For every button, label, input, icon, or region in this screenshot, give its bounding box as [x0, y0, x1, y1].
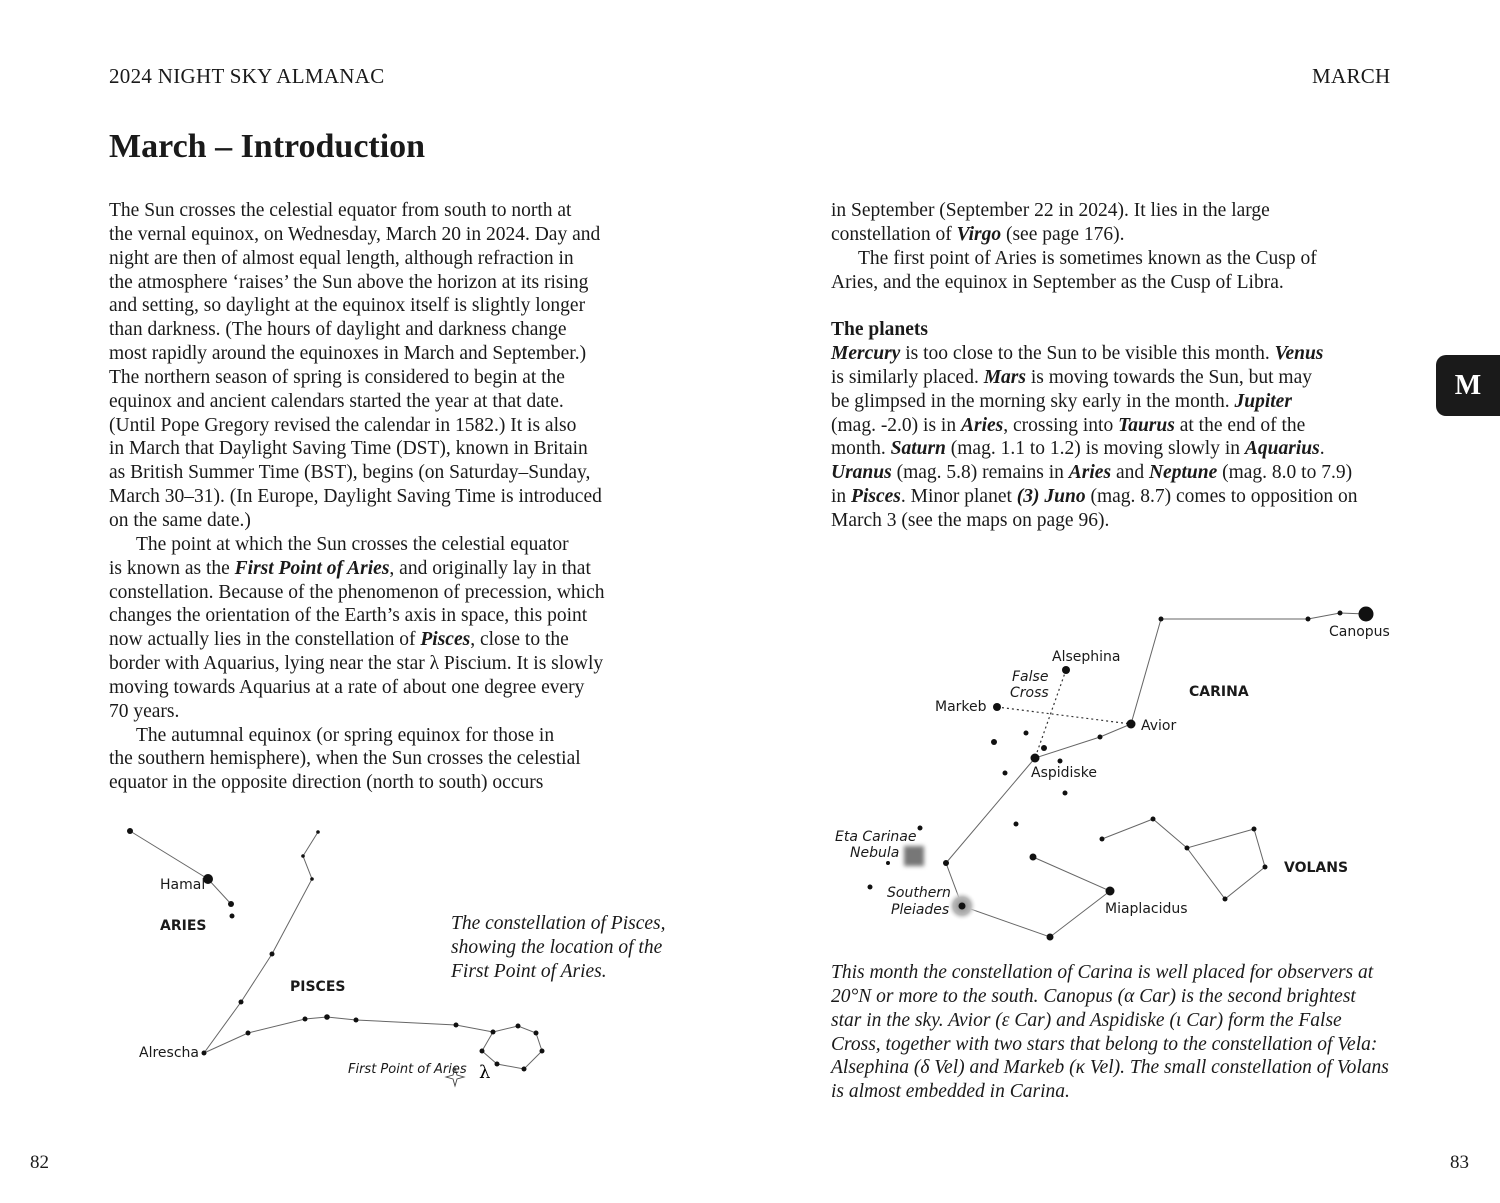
- text-line: The Sun crosses the celestial equator from south to north at: [109, 200, 572, 221]
- label-aries: ARIES: [160, 918, 207, 934]
- text-run: is moving towards the Sun, but may: [1026, 366, 1312, 388]
- label-lambda: λ: [479, 1062, 491, 1083]
- text-run: (mag. 5.8) remains in: [891, 462, 1069, 484]
- planet-venus: Venus: [1274, 343, 1324, 365]
- running-header-right: MARCH: [1312, 64, 1391, 88]
- planet-saturn: Saturn: [890, 438, 946, 460]
- text-line: in September (September 22 in 2024). It lies in the large: [831, 200, 1270, 221]
- carina-star-map: [820, 595, 1420, 955]
- planets-heading: The planets: [831, 319, 928, 341]
- caption-line: star in the sky. Avior (ε Car) and Aspidiske (ι Car) form the False: [831, 1009, 1342, 1031]
- text-run: is too close to the Sun to be visible this month.: [900, 343, 1275, 365]
- label-aspidiske: Aspidiske: [1031, 765, 1097, 781]
- text-line: night are then of almost equal length, although refraction in: [109, 247, 574, 269]
- term-virgo: Virgo: [956, 223, 1002, 245]
- left-column: [109, 199, 679, 795]
- right-column: [831, 199, 1411, 533]
- term-pisces-2: Pisces: [851, 486, 901, 508]
- term-aries-2: Aries: [1068, 462, 1112, 484]
- text-run: and: [1111, 462, 1149, 484]
- paragraph-september: [831, 199, 1411, 247]
- text-line: equinox and ancient calendars started the year at that date.: [109, 390, 564, 412]
- text-line: Aries, and the equinox in September as the Cusp of Libra.: [831, 271, 1284, 293]
- label-canopus: Canopus: [1329, 624, 1390, 640]
- text-run: (mag. -2.0) is in: [831, 414, 961, 436]
- paragraph-first-point: [109, 533, 679, 724]
- text-run: (mag. 1.1 to 1.2) is moving slowly in: [945, 438, 1245, 460]
- text-line: changes the orientation of the Earth’s axis in space, this point: [109, 605, 588, 627]
- label-first-point-of-aries: First Point of Aries: [348, 1062, 467, 1077]
- running-header-left: 2024 NIGHT SKY ALMANAC: [109, 64, 385, 88]
- month-thumb-tab: M: [1436, 355, 1500, 416]
- text-line: constellation. Because of the phenomenon of precession, which: [109, 581, 605, 603]
- label-hamal: Hamal: [160, 877, 206, 893]
- text-line: border with Aquarius, lying near the star λ Piscium. It is slowly: [109, 653, 604, 675]
- text-line: equator in the opposite direction (north to south) occurs: [109, 772, 544, 794]
- section-planets: [831, 318, 1411, 533]
- text-run: , close to the: [470, 629, 569, 651]
- eta-carinae-nebula-icon: [904, 846, 924, 866]
- carina-constellation-lines: [946, 613, 1366, 937]
- text-run: . Minor planet: [900, 486, 1017, 508]
- text-line: in March that Daylight Saving Time (DST), known in Britain: [109, 438, 588, 460]
- text-line: The first point of Aries is sometimes known as the Cusp of: [858, 247, 1317, 269]
- page-title: March – Introduction: [109, 128, 426, 165]
- planet-mercury: Mercury: [831, 343, 901, 365]
- label-southern: Southern: [887, 885, 951, 901]
- text-run: month.: [831, 438, 891, 460]
- caption-line: Cross, together with two stars that belong to the constellation of Vela:: [831, 1033, 1378, 1055]
- text-run: .: [1319, 438, 1325, 460]
- term-taurus: Taurus: [1118, 414, 1175, 436]
- text-line: the southern hemisphere), when the Sun crosses the celestial: [109, 748, 581, 770]
- caption-line: First Point of Aries.: [451, 960, 607, 982]
- minor-planet-juno: (3) Juno: [1016, 486, 1086, 508]
- text-run: constellation of: [831, 223, 957, 245]
- text-run: (mag. 8.7) comes to opposition on: [1085, 486, 1358, 508]
- text-run: March 3 (see the maps on page 96).: [831, 509, 1110, 531]
- label-pleiades: Pleiades: [891, 902, 950, 918]
- caption-line: Alsephina (δ Vel) and Markeb (κ Vel). The small constellation of Volans: [831, 1057, 1389, 1079]
- caption-line: is almost embedded in Carina.: [831, 1081, 1070, 1103]
- text-run: be glimpsed in the morning sky early in the month.: [831, 390, 1235, 412]
- caption-line: 20°N or more to the south. Canopus (α Car) is the second brightest: [831, 985, 1356, 1007]
- carina-caption: [831, 961, 1389, 1104]
- text-run: (mag. 8.0 to 7.9): [1217, 462, 1353, 484]
- text-line: The autumnal equinox (or spring equinox for those in: [136, 724, 555, 746]
- planet-neptune: Neptune: [1148, 462, 1218, 484]
- paragraph-equinox: [109, 199, 679, 533]
- planet-mars: Mars: [983, 366, 1026, 388]
- text-run: , and originally lay in that: [389, 557, 591, 579]
- caption-line: This month the constellation of Carina is well placed for observers at: [831, 962, 1374, 983]
- text-run: (see page 176).: [1001, 223, 1125, 245]
- text-line: the atmosphere ‘raises’ the Sun above the horizon at its rising: [109, 271, 589, 293]
- label-avior: Avior: [1141, 718, 1177, 734]
- label-alrescha: Alrescha: [139, 1045, 199, 1061]
- text-line: March 30–31). (In Europe, Daylight Saving Time is introduced: [109, 486, 602, 508]
- label-cross: Cross: [1010, 685, 1049, 701]
- term-aquarius: Aquarius: [1244, 438, 1320, 460]
- text-line: than darkness. (The hours of daylight and darkness change: [109, 319, 567, 341]
- text-line: (Until Pope Gregory revised the calendar in 1582.) It is also: [109, 414, 577, 436]
- caption-line: showing the location of the: [451, 936, 663, 958]
- text-run: is similarly placed.: [831, 366, 984, 388]
- text-line: on the same date.): [109, 509, 251, 531]
- text-line: 70 years.: [109, 700, 180, 722]
- text-run: , crossing into: [1003, 414, 1119, 436]
- text-line: as British Summer Time (BST), begins (on Saturday–Sunday,: [109, 462, 591, 484]
- paragraph-cusp: [831, 247, 1411, 295]
- label-carina: CARINA: [1189, 684, 1249, 700]
- page-number-right: 83: [1450, 1152, 1469, 1173]
- text-line: The northern season of spring is considered to begin at the: [109, 366, 565, 388]
- caption-line: The constellation of Pisces,: [451, 913, 666, 934]
- page-number-left: 82: [30, 1152, 49, 1173]
- label-false: False: [1012, 669, 1049, 685]
- pisces-caption: [451, 912, 665, 984]
- text-line: moving towards Aquarius at a rate of about one degree every: [109, 676, 585, 698]
- planet-uranus: Uranus: [831, 462, 892, 484]
- text-line: The point at which the Sun crosses the celestial equator: [136, 533, 569, 555]
- label-alsephina: Alsephina: [1052, 649, 1121, 665]
- text-run: now actually lies in the constellation of: [109, 629, 421, 651]
- text-run: in: [831, 486, 852, 508]
- text-run: is known as the: [109, 557, 235, 579]
- text-line: most rapidly around the equinoxes in March and September.): [109, 343, 587, 365]
- paragraph-autumnal: [109, 724, 679, 796]
- text-line: and setting, so daylight at the equinox itself is slightly longer: [109, 295, 586, 317]
- term-aries: Aries: [960, 414, 1004, 436]
- text-run: at the end of the: [1174, 414, 1306, 436]
- text-line: the vernal equinox, on Wednesday, March 20 in 2024. Day and: [109, 223, 601, 245]
- planet-jupiter: Jupiter: [1234, 390, 1292, 412]
- label-pisces: PISCES: [290, 979, 346, 995]
- term-pisces: Pisces: [420, 629, 471, 651]
- label-eta-carinae: Eta Carinae: [835, 829, 917, 845]
- label-volans: VOLANS: [1284, 860, 1349, 876]
- term-first-point-of-aries: First Point of Aries: [234, 557, 390, 579]
- label-nebula: Nebula: [850, 845, 900, 861]
- label-miaplacidus: Miaplacidus: [1105, 901, 1188, 917]
- label-markeb: Markeb: [935, 699, 987, 715]
